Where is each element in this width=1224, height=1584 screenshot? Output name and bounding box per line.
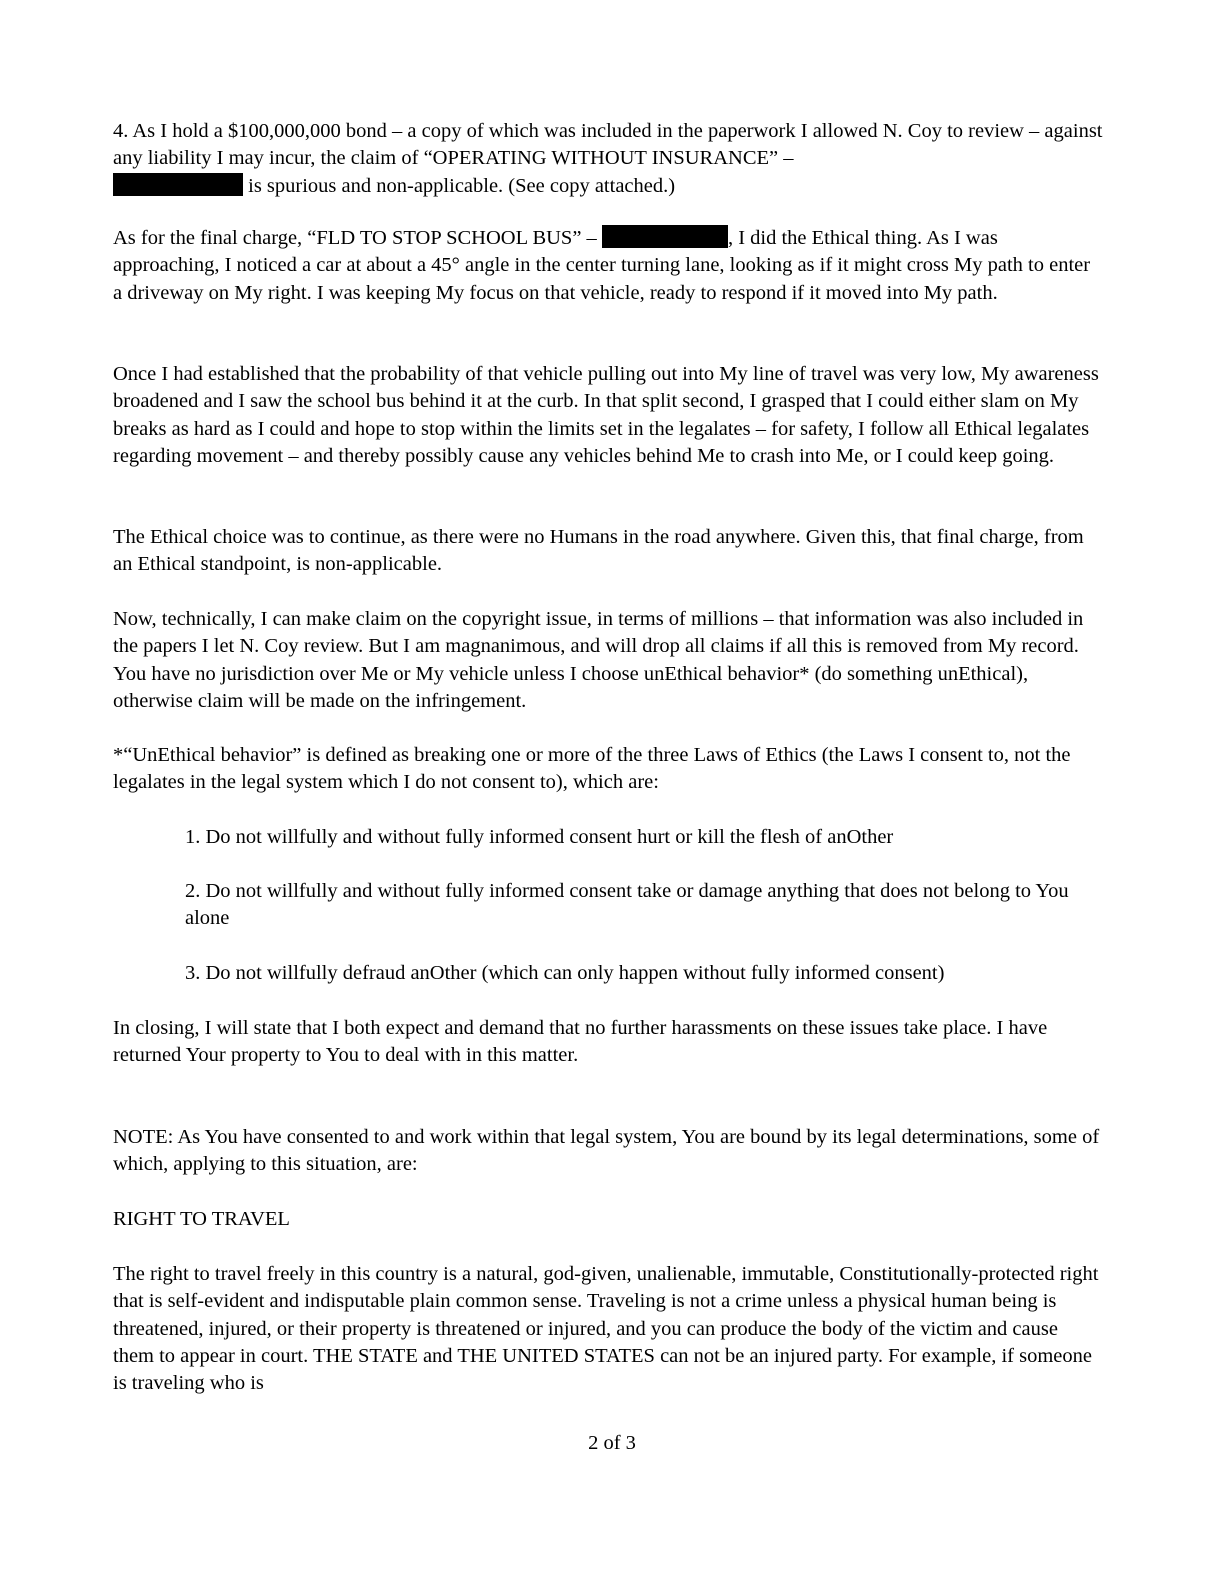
paragraph-bond: [113, 118, 1103, 200]
paragraph-bond-text: 4. As I hold a $100,000,000 bond – a copy of which was included in the paperwork I allowed N. Coy to review – against any liability I may incur, the claim of “OPERATING WITHOUT INSURANCE” –: [113, 120, 1103, 170]
law-item-2: 2. Do not willfully and without fully informed consent take or damage anything that does not belong to You alone: [185, 880, 1069, 930]
paragraph-school-bus-text-cont: , I did the Ethical thing. As I was approaching, I noticed a car at about a 45° angle in the center turning lane, looking as if it might cross My path to enter a driveway on My right. I was keeping My focus on that vehicle, ready to respond if it moved into My path.: [113, 227, 1091, 304]
paragraph-right-to-travel: The right to travel freely in this country is a natural, god-given, unalienable, immutable, Constitutionally-protected right that is self-evident and indisputable plain common sense. Traveling is not a crime unless a physical human being is threatened, injured, or their property is threatened or injured, and you can produce the body of the victim and cause them to appear in court. THE STATE and THE UNITED STATES can not be an injured party. For example, if someone is traveling who is: [113, 1263, 1099, 1395]
paragraph-once: Once I had established that the probability of that vehicle pulling out into My line of travel was very low, My awareness broadened and I saw the school bus behind it at the curb. In that split second, I grasped that I could either slam on My breaks as hard as I could and hope to stop within the limits set in the legalates – for safety, I follow all Ethical legalates regarding movement – and thereby possibly cause any vehicles behind Me to crash into Me, or I could keep going.: [113, 363, 1099, 467]
paragraph-school-bus: [113, 225, 1103, 307]
page-number: 2 of 3: [588, 1432, 636, 1454]
paragraph-school-bus-text: As for the final charge, “FLD TO STOP SCHOOL BUS” –: [113, 227, 597, 249]
law-item-3: 3. Do not willfully defraud anOther (which can only happen without fully informed consent): [185, 962, 945, 984]
paragraph-footnote: *“UnEthical behavior” is defined as breaking one or more of the three Laws of Ethics (the Laws I consent to, not the legalates in the legal system which I do not consent to), which are:: [113, 744, 1071, 794]
law-item-1: 1. Do not willfully and without fully informed consent hurt or kill the flesh of anOther: [185, 826, 894, 848]
redaction-block: [602, 225, 728, 248]
paragraph-bond-text-cont: is spurious and non-applicable. (See copy attached.): [248, 174, 676, 197]
redaction-block: [113, 173, 243, 196]
paragraph-ethical-choice: The Ethical choice was to continue, as there were no Humans in the road anywhere. Given this, that final charge, from an Ethical standpoint, is non-applicable.: [113, 526, 1084, 576]
section-heading: RIGHT TO TRAVEL: [113, 1208, 290, 1230]
paragraph-closing: In closing, I will state that I both expect and demand that no further harassments on these issues take place. I have returned Your property to You to deal with in this matter.: [113, 1017, 1048, 1067]
paragraph-note: NOTE: As You have consented to and work within that legal system, You are bound by its legal determinations, some of which, applying to this situation, are:: [113, 1126, 1100, 1176]
paragraph-copyright: Now, technically, I can make claim on the copyright issue, in terms of millions – that information was also included in the papers I let N. Coy review. But I am magnanimous, and will drop all claims if all this is removed from My record. You have no jurisdiction over Me or My vehicle unless I choose unEthical behavior* (do something unEthical), otherwise claim will be made on the infringement.: [113, 608, 1084, 712]
